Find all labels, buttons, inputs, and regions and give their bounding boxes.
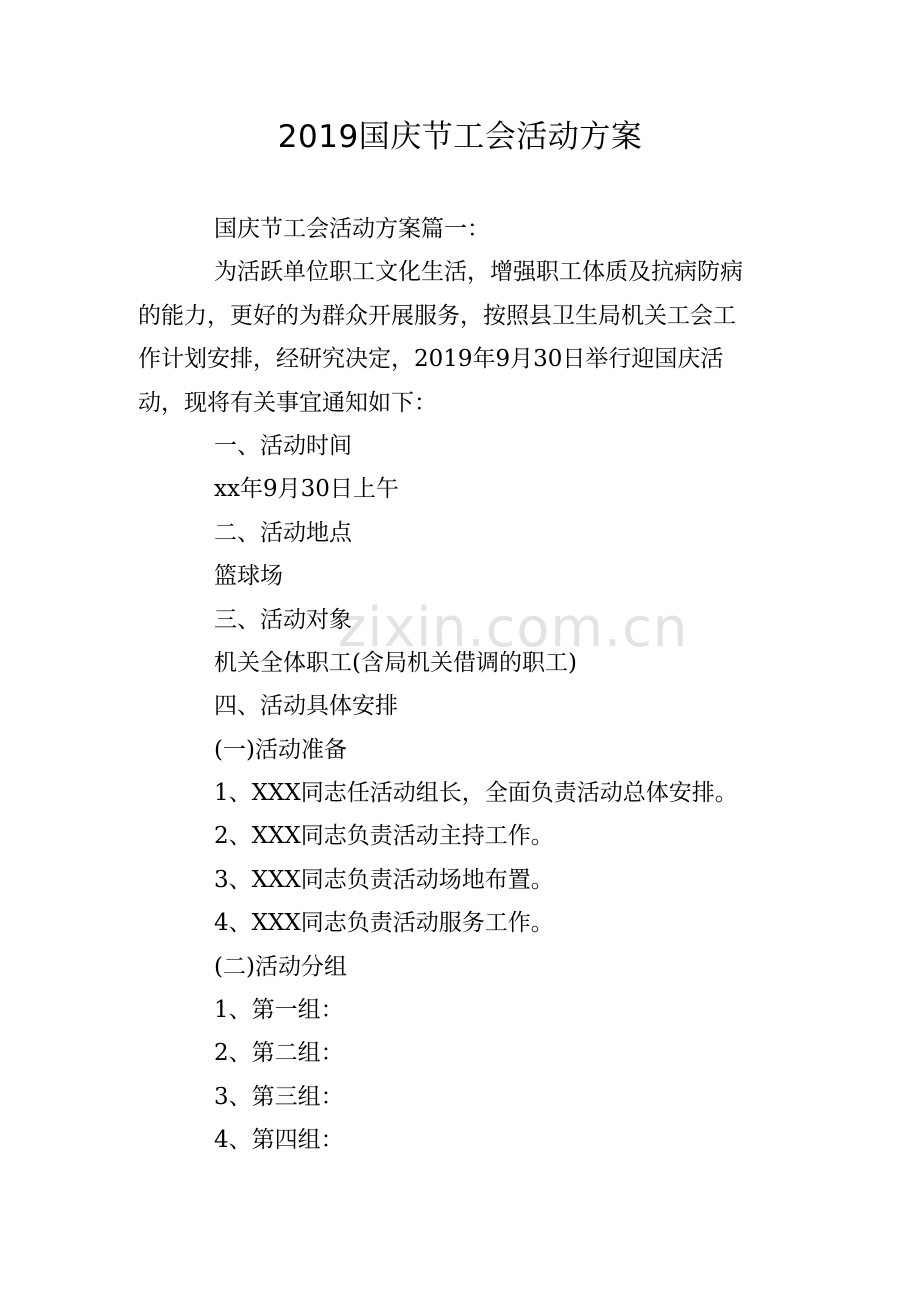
paragraph-line: 作计划安排，经研究决定，2019年9月30日举行迎国庆活 xyxy=(138,346,724,373)
item-preparation-2: 2、XXX同志负责活动主持工作。 xyxy=(214,823,554,850)
paragraph-line: 为活跃单位职工文化生活，增强职工体质及抗病防病 xyxy=(214,259,743,286)
document-title: 2019国庆节工会活动方案 xyxy=(277,119,643,155)
item-activity-target-value: 机关全体职工(含局机关借调的职工) xyxy=(214,649,577,676)
item-activity-location-heading: 二、活动地点 xyxy=(214,519,352,546)
item-arrangement-heading: 四、活动具体安排 xyxy=(214,693,398,720)
item-group-4: 4、第四组： xyxy=(214,1127,344,1154)
paragraph-line: 动，现将有关事宜通知如下： xyxy=(138,389,437,416)
item-preparation-4: 4、XXX同志负责活动服务工作。 xyxy=(214,910,554,937)
item-preparation-3: 3、XXX同志负责活动场地布置。 xyxy=(214,866,554,893)
item-grouping-heading: (二)活动分组 xyxy=(214,953,347,980)
item-group-2: 2、第二组： xyxy=(214,1040,344,1067)
paragraph-line: 的能力，更好的为群众开展服务，按照县卫生局机关工会工 xyxy=(138,302,736,329)
item-activity-location-value: 篮球场 xyxy=(214,563,283,590)
item-activity-time-value: xx年9月30日上午 xyxy=(214,476,399,503)
intro-paragraph xyxy=(138,251,786,425)
item-preparation-1: 1、XXX同志任活动组长，全面负责活动总体安排。 xyxy=(214,780,738,807)
item-activity-time-heading: 一、活动时间 xyxy=(214,432,352,459)
item-activity-target-heading: 三、活动对象 xyxy=(214,606,352,633)
item-group-3: 3、第三组： xyxy=(214,1083,344,1110)
section-heading: 国庆节工会活动方案篇一： xyxy=(214,216,490,242)
document-body xyxy=(138,208,786,1163)
item-preparation-heading: (一)活动准备 xyxy=(214,736,347,763)
item-group-1: 1、第一组： xyxy=(214,997,344,1024)
watermark: zixin.com.cn xyxy=(338,596,689,659)
